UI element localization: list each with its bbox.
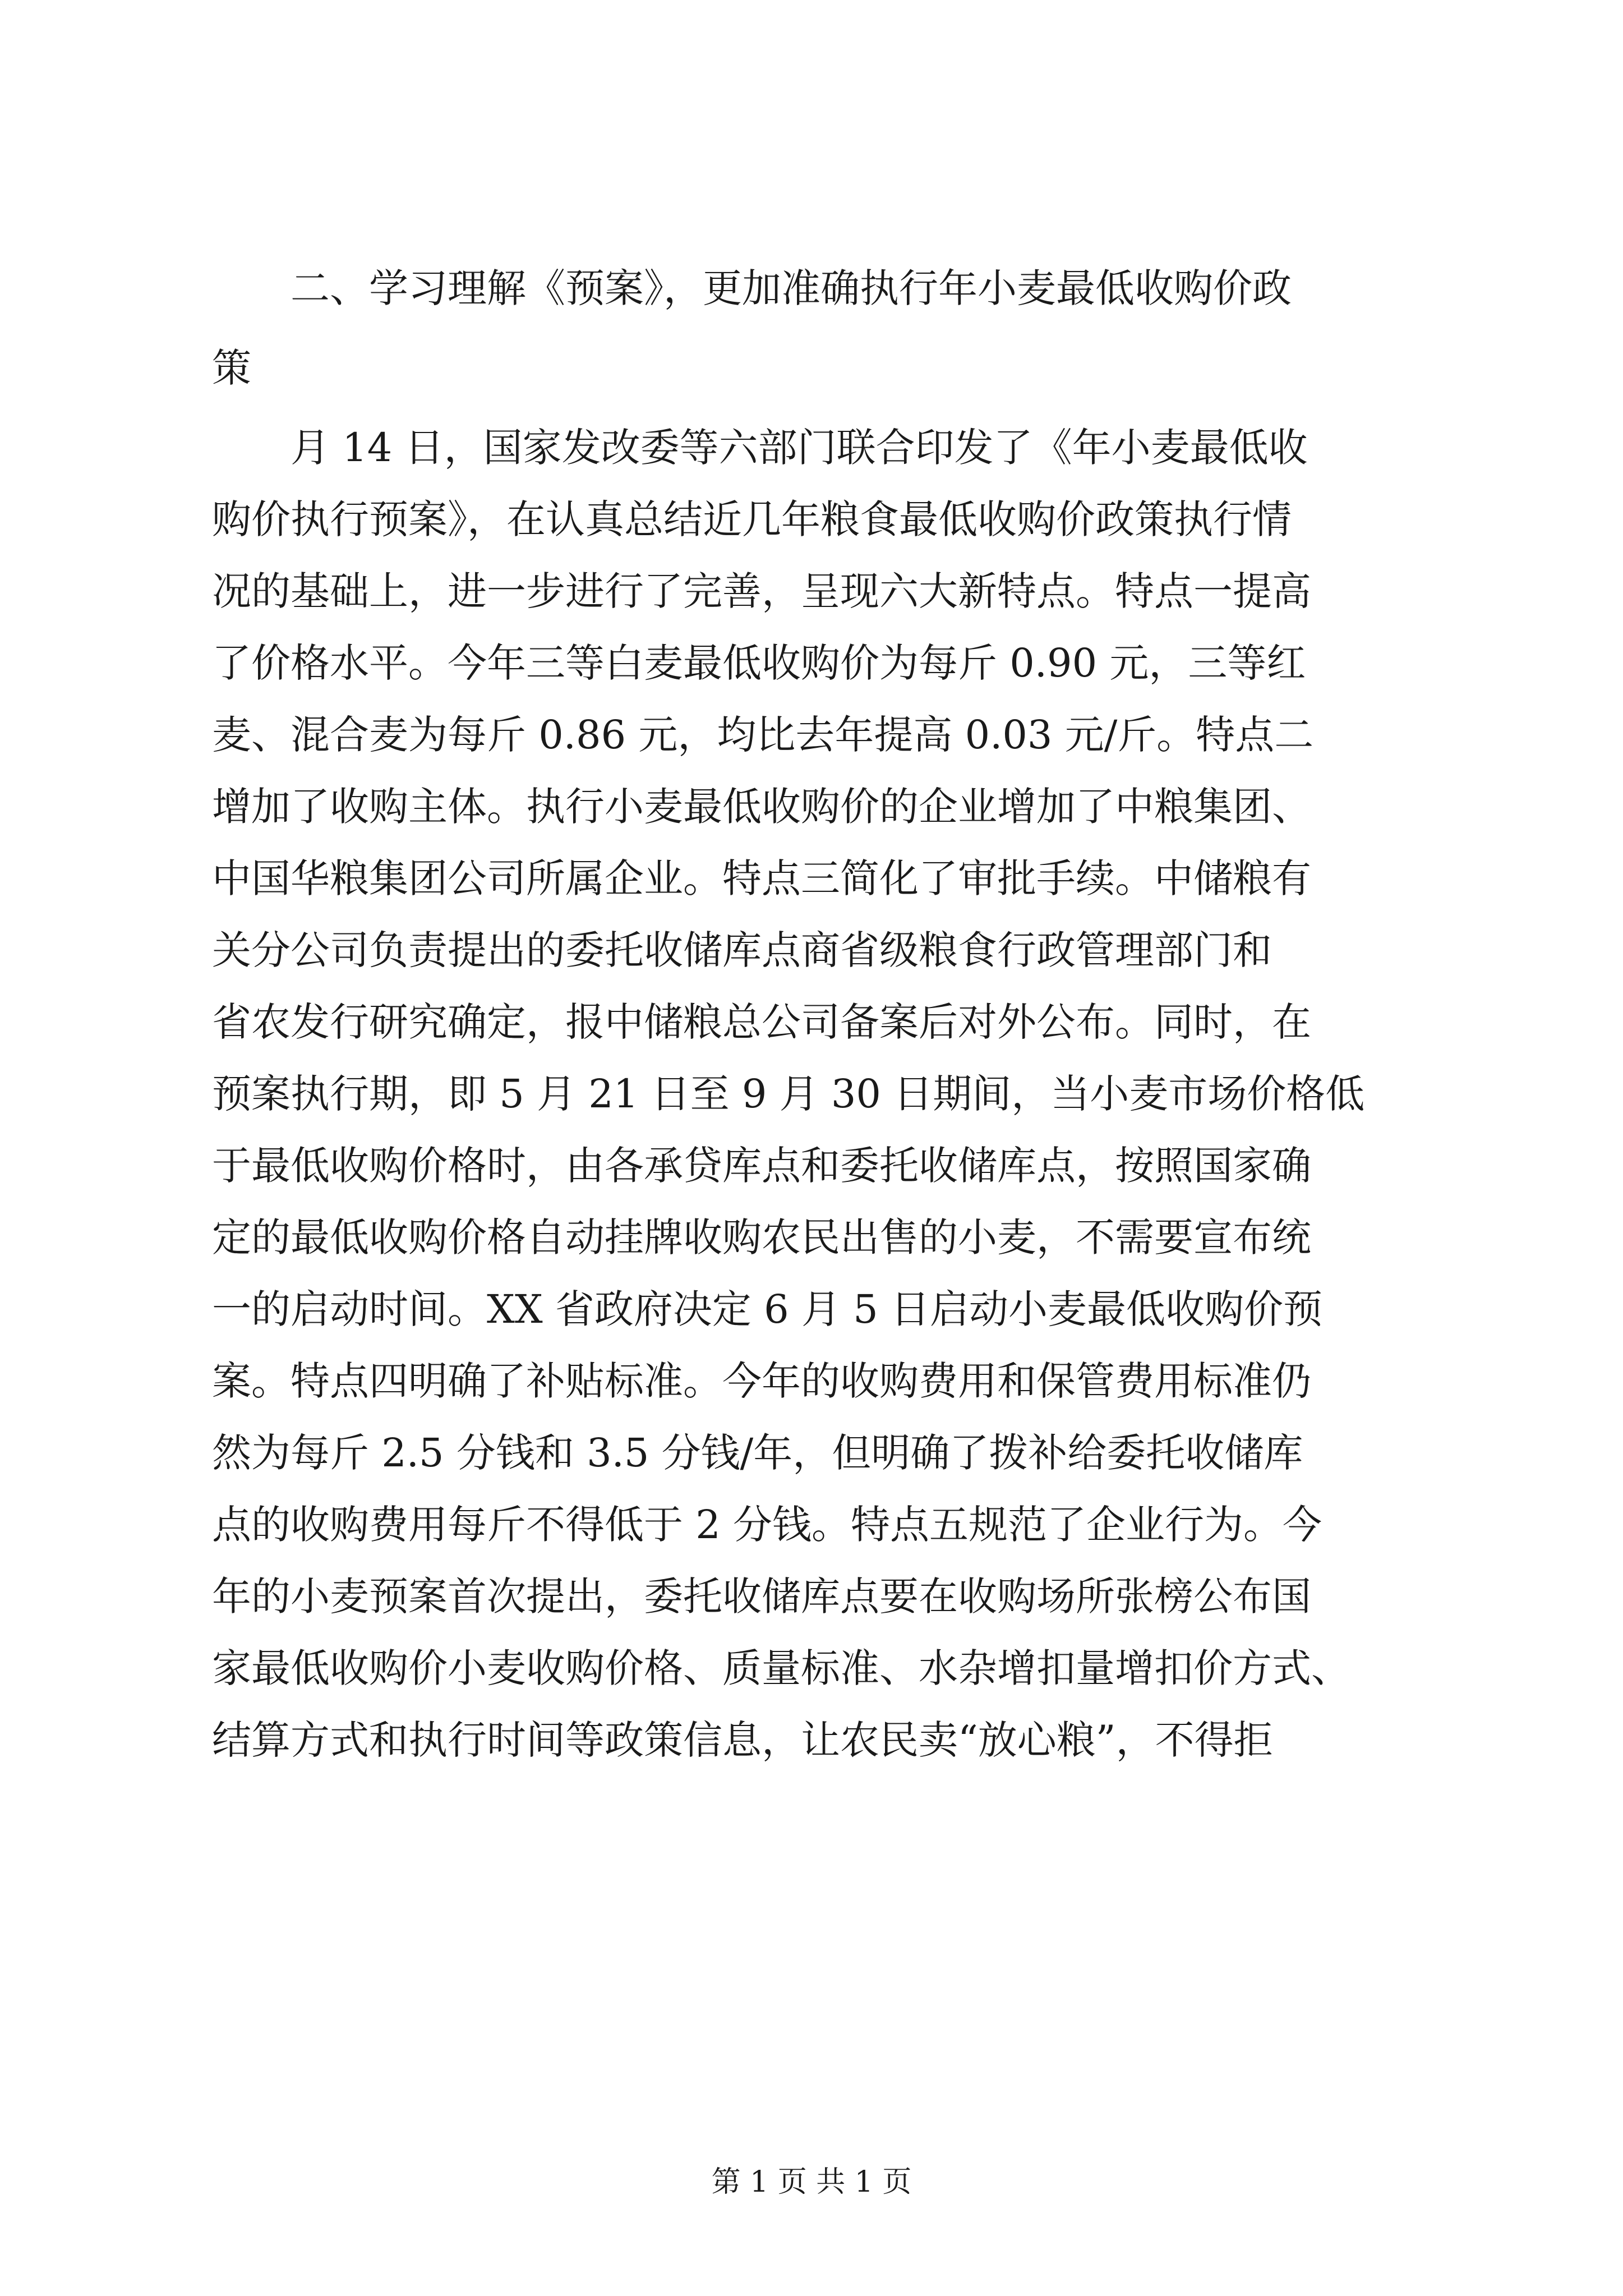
section-heading-line: 二、学习理解《预案》，更加准确执行年小麦最低收购价政 (212, 265, 1292, 311)
paragraph-line: 定的最低收购价格自动挂牌收购农民出售的小麦，不需要宣布统 (212, 1214, 1311, 1260)
paragraph-line: 案。特点四明确了补贴标准。今年的收购费用和保管费用标准仍 (212, 1358, 1311, 1404)
page-footer: 第 1 页 共 1 页 (711, 2165, 912, 2199)
paragraph-line: 点的收购费用每斤不得低于 2 分钱。特点五规范了企业行为。今 (212, 1502, 1322, 1548)
paragraph-line: 预案执行期，即 5 月 21 日至 9 月 30 日期间，当小麦市场价格低 (212, 1071, 1365, 1117)
section-heading-line: 策 (212, 345, 251, 391)
paragraph-line: 于最低收购价格时，由各承贷库点和委托收储库点，按照国家确 (212, 1143, 1311, 1189)
paragraph-line: 结算方式和执行时间等政策信息，让农民卖“放心粮”，不得拒 (212, 1717, 1273, 1763)
paragraph-line: 增加了收购主体。执行小麦最低收购价的企业增加了中粮集团、 (212, 784, 1311, 830)
paragraph-line: 购价执行预案》，在认真总结近几年粮食最低收购价政策执行情 (212, 496, 1292, 542)
paragraph-line: 况的基础上，进一步进行了完善，呈现六大新特点。特点一提高 (212, 568, 1311, 614)
document-body (212, 252, 1412, 1776)
paragraph-line: 月 14 日，国家发改委等六部门联合印发了《年小麦最低收 (212, 425, 1308, 471)
paragraph-line: 中国华粮集团公司所属企业。特点三简化了审批手续。中储粮有 (212, 855, 1311, 901)
paragraph-line: 一的启动时间。XX 省政府决定 6 月 5 日启动小麦最低收购价预 (212, 1286, 1322, 1332)
paragraph-line: 然为每斤 2.5 分钱和 3.5 分钱/年，但明确了拨补给委托收储库 (212, 1430, 1303, 1476)
paragraph-line: 关分公司负责提出的委托收储库点商省级粮食行政管理部门和 (212, 927, 1272, 973)
paragraph-line: 麦、混合麦为每斤 0.86 元，均比去年提高 0.03 元/斤。特点二 (212, 712, 1314, 758)
paragraph-line: 家最低收购价小麦收购价格、质量标准、水杂增扣量增扣价方式、 (212, 1645, 1350, 1691)
paragraph-line: 年的小麦预案首次提出，委托收储库点要在收购场所张榜公布国 (212, 1573, 1311, 1619)
paragraph-line: 了价格水平。今年三等白麦最低收购价为每斤 0.90 元，三等红 (212, 640, 1306, 686)
paragraph-line: 省农发行研究确定，报中储粮总公司备案后对外公布。同时，在 (212, 999, 1311, 1045)
